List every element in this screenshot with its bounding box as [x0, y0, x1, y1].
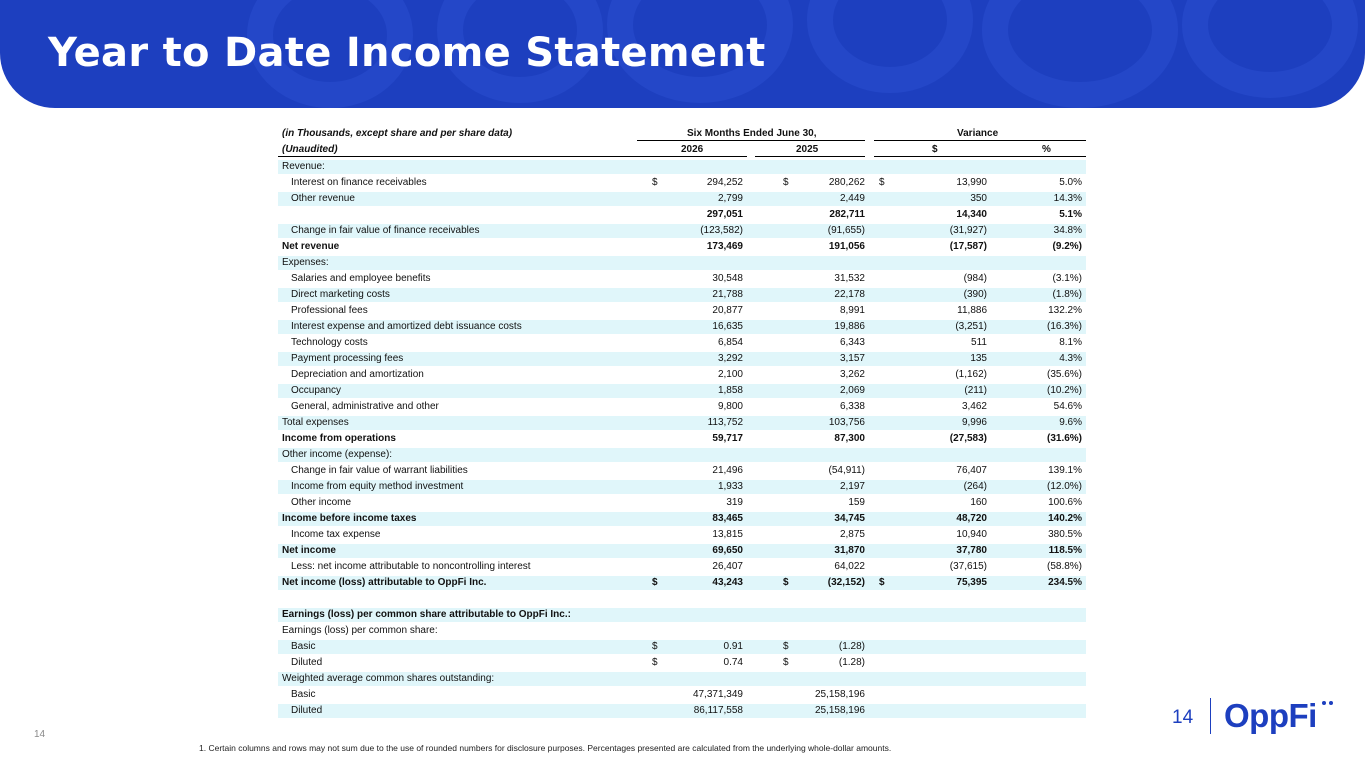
- row-label: Income from equity method investment: [291, 481, 464, 492]
- value-2026: 0.74: [723, 657, 743, 668]
- footnote: 1. Certain columns and rows may not sum due to the use of rounded numbers for disclosure purposes. Percentages presented are calculated from the underlying whole-dollar amounts.: [199, 743, 892, 753]
- table-row: [278, 656, 1086, 670]
- value-2025: 2,449: [839, 193, 865, 204]
- variance-percent: 139.1%: [1048, 465, 1082, 476]
- variance-dollar: 3,462: [961, 401, 987, 412]
- row-label: Income tax expense: [291, 529, 381, 540]
- value-2026: 1,858: [717, 385, 743, 396]
- value-2025: 64,022: [834, 561, 865, 572]
- row-label: Revenue:: [282, 161, 325, 172]
- value-2025: 34,745: [834, 513, 865, 524]
- currency-symbol: $: [652, 657, 658, 668]
- page-number-right: 14: [1172, 707, 1194, 728]
- currency-symbol: $: [783, 641, 789, 652]
- table-row: [278, 224, 1086, 238]
- table-row: [278, 400, 1086, 414]
- column-header-dollar: $: [932, 144, 938, 155]
- value-2025: 2,197: [839, 481, 865, 492]
- table-row: [278, 464, 1086, 478]
- variance-percent: 54.6%: [1053, 401, 1082, 412]
- variance-dollar: 160: [970, 497, 987, 508]
- row-label: Change in fair value of warrant liabilities: [291, 465, 468, 476]
- table-row: [278, 640, 1086, 654]
- variance-percent: (31.6%): [1046, 433, 1082, 444]
- variance-dollar: 13,990: [956, 177, 987, 188]
- value-2025: 19,886: [834, 321, 865, 332]
- variance-percent: (9.2%): [1052, 241, 1082, 252]
- variance-percent: (1.8%): [1052, 289, 1082, 300]
- row-label: Diluted: [291, 705, 323, 716]
- currency-symbol: $: [652, 177, 658, 188]
- variance-percent: 380.5%: [1048, 529, 1082, 540]
- logo-dots-icon: [1322, 701, 1336, 706]
- value-2026: 43,243: [712, 577, 743, 588]
- variance-dollar: 9,996: [961, 417, 987, 428]
- variance-dollar: (1,162): [955, 369, 987, 380]
- table-row: [278, 432, 1086, 446]
- table-row: [278, 320, 1086, 334]
- value-2025: 87,300: [834, 433, 865, 444]
- table-row: [278, 384, 1086, 398]
- value-2025: (32,152): [827, 577, 865, 588]
- table-row: [278, 160, 1086, 174]
- table-row: [278, 240, 1086, 254]
- variance-percent: (16.3%): [1046, 321, 1082, 332]
- currency-symbol: $: [783, 657, 789, 668]
- footer-divider: [1210, 698, 1211, 734]
- income-statement-table: [278, 126, 1086, 718]
- row-label: Direct marketing costs: [291, 289, 390, 300]
- value-2026: 20,877: [712, 305, 743, 316]
- table-row: [278, 416, 1086, 430]
- title-banner: [0, 0, 1365, 108]
- variance-dollar: (3,251): [955, 321, 987, 332]
- variance-dollar: (31,927): [949, 225, 987, 236]
- variance-dollar: (27,583): [949, 433, 987, 444]
- table-row: [278, 528, 1086, 542]
- col-2026-underline: [637, 156, 747, 157]
- row-label: Payment processing fees: [291, 353, 404, 364]
- row-label: Interest expense and amortized debt issuance costs: [291, 321, 522, 332]
- value-2025: (1.28): [838, 657, 865, 668]
- value-2026: 21,496: [712, 465, 743, 476]
- variance-dollar: 350: [970, 193, 987, 204]
- currency-symbol: $: [783, 577, 789, 588]
- currency-symbol: $: [652, 641, 658, 652]
- row-label: Other revenue: [291, 193, 355, 204]
- label-underline: [278, 156, 637, 157]
- row-label: Other income: [291, 497, 352, 508]
- value-2025: 280,262: [828, 177, 865, 188]
- table-row: [278, 672, 1086, 686]
- value-2025: 2,875: [839, 529, 865, 540]
- value-2026: 2,100: [717, 369, 743, 380]
- table-row: [278, 304, 1086, 318]
- variance-percent: 34.8%: [1053, 225, 1082, 236]
- value-2025: 282,711: [829, 209, 865, 220]
- variance-dollar: (17,587): [949, 241, 987, 252]
- value-2026: 0.91: [723, 641, 743, 652]
- table-row: [278, 336, 1086, 350]
- row-label: Net income: [282, 545, 336, 556]
- table-row: [278, 192, 1086, 206]
- table-row: [278, 608, 1086, 622]
- row-label: Expenses:: [282, 257, 329, 268]
- variance-dollar: (984): [963, 273, 987, 284]
- row-label: Interest on finance receivables: [291, 177, 427, 188]
- table-body: [278, 160, 1086, 718]
- value-2026: 26,407: [712, 561, 743, 572]
- page-number-left: 14: [34, 729, 46, 740]
- column-header-2025: 2025: [796, 144, 819, 155]
- variance-percent: 118.5%: [1048, 545, 1082, 556]
- period-underline: [637, 140, 865, 141]
- table-row: [278, 704, 1086, 718]
- value-2025: 25,158,196: [814, 705, 865, 716]
- value-2026: 13,815: [712, 529, 743, 540]
- currency-symbol: $: [652, 577, 658, 588]
- row-label: Net revenue: [282, 241, 340, 252]
- variance-dollar: 14,340: [956, 209, 987, 220]
- variance-dollar: (390): [963, 289, 987, 300]
- value-2025: 8,991: [839, 305, 865, 316]
- row-label: Professional fees: [291, 305, 368, 316]
- table-row: [278, 688, 1086, 702]
- variance-percent: 9.6%: [1059, 417, 1082, 428]
- variance-dollar: 37,780: [956, 545, 987, 556]
- value-2025: (1.28): [838, 641, 865, 652]
- value-2026: 173,469: [706, 241, 743, 252]
- variance-header: Variance: [957, 128, 999, 139]
- oppfi-logo: OppFi: [1224, 697, 1317, 734]
- table-row: [278, 544, 1086, 558]
- value-2025: 25,158,196: [814, 689, 865, 700]
- row-label: Total expenses: [282, 417, 349, 428]
- table-row: [278, 352, 1086, 366]
- row-label: Depreciation and amortization: [291, 369, 424, 380]
- variance-percent: (12.0%): [1046, 481, 1082, 492]
- row-label: Diluted: [291, 657, 323, 668]
- variance-dollar: 11,886: [957, 305, 987, 316]
- value-2025: 159: [848, 497, 865, 508]
- row-label: Salaries and employee benefits: [291, 273, 431, 284]
- row-label: Earnings (loss) per common share attributable to OppFi Inc.:: [282, 609, 571, 620]
- row-label: Change in fair value of finance receivables: [291, 225, 480, 236]
- value-2026: 6,854: [717, 337, 743, 348]
- table-row: [278, 272, 1086, 286]
- table-row: [278, 448, 1086, 462]
- variance-dollar: 10,940: [956, 529, 987, 540]
- row-label: Weighted average common shares outstanding:: [282, 673, 495, 684]
- variance-percent: 100.6%: [1048, 497, 1082, 508]
- value-2026: 294,252: [706, 177, 743, 188]
- period-header: Six Months Ended June 30,: [687, 128, 817, 139]
- value-2026: 83,465: [712, 513, 743, 524]
- variance-percent: 234.5%: [1048, 577, 1082, 588]
- value-2026: 16,635: [712, 321, 743, 332]
- table-row: [278, 480, 1086, 494]
- value-2025: 2,069: [839, 385, 865, 396]
- value-2026: 113,752: [707, 417, 743, 428]
- table-row: [278, 512, 1086, 526]
- value-2026: 1,933: [717, 481, 743, 492]
- variance-underline: [874, 140, 1086, 141]
- variance-dollar: (264): [963, 481, 987, 492]
- variance-percent: 5.0%: [1059, 177, 1082, 188]
- table-header-row-2: [278, 142, 1086, 158]
- value-2025: 6,338: [839, 401, 865, 412]
- row-label: Earnings (loss) per common share:: [282, 625, 438, 636]
- currency-symbol: $: [879, 577, 885, 588]
- table-row: [278, 624, 1086, 638]
- row-label: Occupancy: [291, 385, 342, 396]
- row-label: Net income (loss) attributable to OppFi Inc.: [282, 577, 487, 588]
- table-row: [278, 176, 1086, 190]
- currency-symbol: $: [879, 177, 885, 188]
- column-header-2026: 2026: [681, 144, 704, 155]
- table-row: [278, 208, 1086, 222]
- value-2025: (54,911): [828, 465, 865, 476]
- variance-dollar: 76,407: [956, 465, 987, 476]
- variance-percent: 4.3%: [1059, 353, 1082, 364]
- value-2025: 22,178: [834, 289, 865, 300]
- value-2026: 9,800: [717, 401, 743, 412]
- value-2025: 103,756: [828, 417, 865, 428]
- value-2026: 59,717: [712, 433, 743, 444]
- column-header-percent: %: [1042, 144, 1051, 155]
- variance-cols-underline: [874, 156, 1086, 157]
- table-row: [278, 288, 1086, 302]
- value-2025: 31,870: [834, 545, 865, 556]
- value-2026: 297,051: [706, 209, 743, 220]
- row-label: Basic: [291, 641, 316, 652]
- variance-percent: (58.8%): [1046, 561, 1082, 572]
- variance-percent: (3.1%): [1052, 273, 1082, 284]
- row-label: General, administrative and other: [291, 401, 439, 412]
- value-2025: 3,262: [839, 369, 865, 380]
- variance-percent: 132.2%: [1048, 305, 1082, 316]
- variance-percent: 8.1%: [1059, 337, 1082, 348]
- table-row: [278, 256, 1086, 270]
- table-header-row-1: [278, 126, 1086, 142]
- variance-dollar: 135: [970, 353, 987, 364]
- value-2025: 191,056: [828, 241, 865, 252]
- row-label: Less: net income attributable to noncontrolling interest: [291, 561, 531, 572]
- variance-dollar: 511: [971, 337, 987, 348]
- variance-percent: 140.2%: [1048, 513, 1082, 524]
- value-2026: 86,117,558: [693, 705, 743, 716]
- value-2026: 30,548: [712, 273, 743, 284]
- value-2025: 31,532: [834, 273, 865, 284]
- variance-dollar: (211): [964, 385, 987, 396]
- value-2026: 3,292: [717, 353, 743, 364]
- variance-percent: (10.2%): [1046, 385, 1082, 396]
- table-row: [278, 496, 1086, 510]
- variance-dollar: 48,720: [956, 513, 987, 524]
- value-2026: 21,788: [712, 289, 743, 300]
- value-2026: 319: [726, 497, 743, 508]
- table-row: [278, 368, 1086, 382]
- table-row: [278, 576, 1086, 590]
- value-2025: 3,157: [839, 353, 865, 364]
- value-2026: 2,799: [717, 193, 743, 204]
- variance-dollar: 75,395: [956, 577, 987, 588]
- value-2025: (91,655): [827, 225, 865, 236]
- page-title: Year to Date Income Statement: [48, 30, 766, 76]
- row-label: Basic: [291, 689, 316, 700]
- variance-percent: 5.1%: [1059, 209, 1082, 220]
- row-label: Income from operations: [282, 433, 396, 444]
- units-note: (in Thousands, except share and per share data): [282, 128, 513, 139]
- unaudited-label: (Unaudited): [282, 144, 338, 155]
- col-2025-underline: [755, 156, 865, 157]
- variance-percent: (35.6%): [1046, 369, 1082, 380]
- variance-percent: 14.3%: [1053, 193, 1082, 204]
- value-2026: 69,650: [712, 545, 743, 556]
- row-label: Technology costs: [291, 337, 368, 348]
- table-row: [278, 560, 1086, 574]
- row-label: Other income (expense):: [282, 449, 393, 460]
- table-row: [278, 592, 1086, 606]
- value-2026: 47,371,349: [692, 689, 743, 700]
- row-label: Income before income taxes: [282, 513, 417, 524]
- variance-dollar: (37,615): [949, 561, 987, 572]
- value-2025: 6,343: [839, 337, 865, 348]
- currency-symbol: $: [783, 177, 789, 188]
- value-2026: (123,582): [700, 225, 743, 236]
